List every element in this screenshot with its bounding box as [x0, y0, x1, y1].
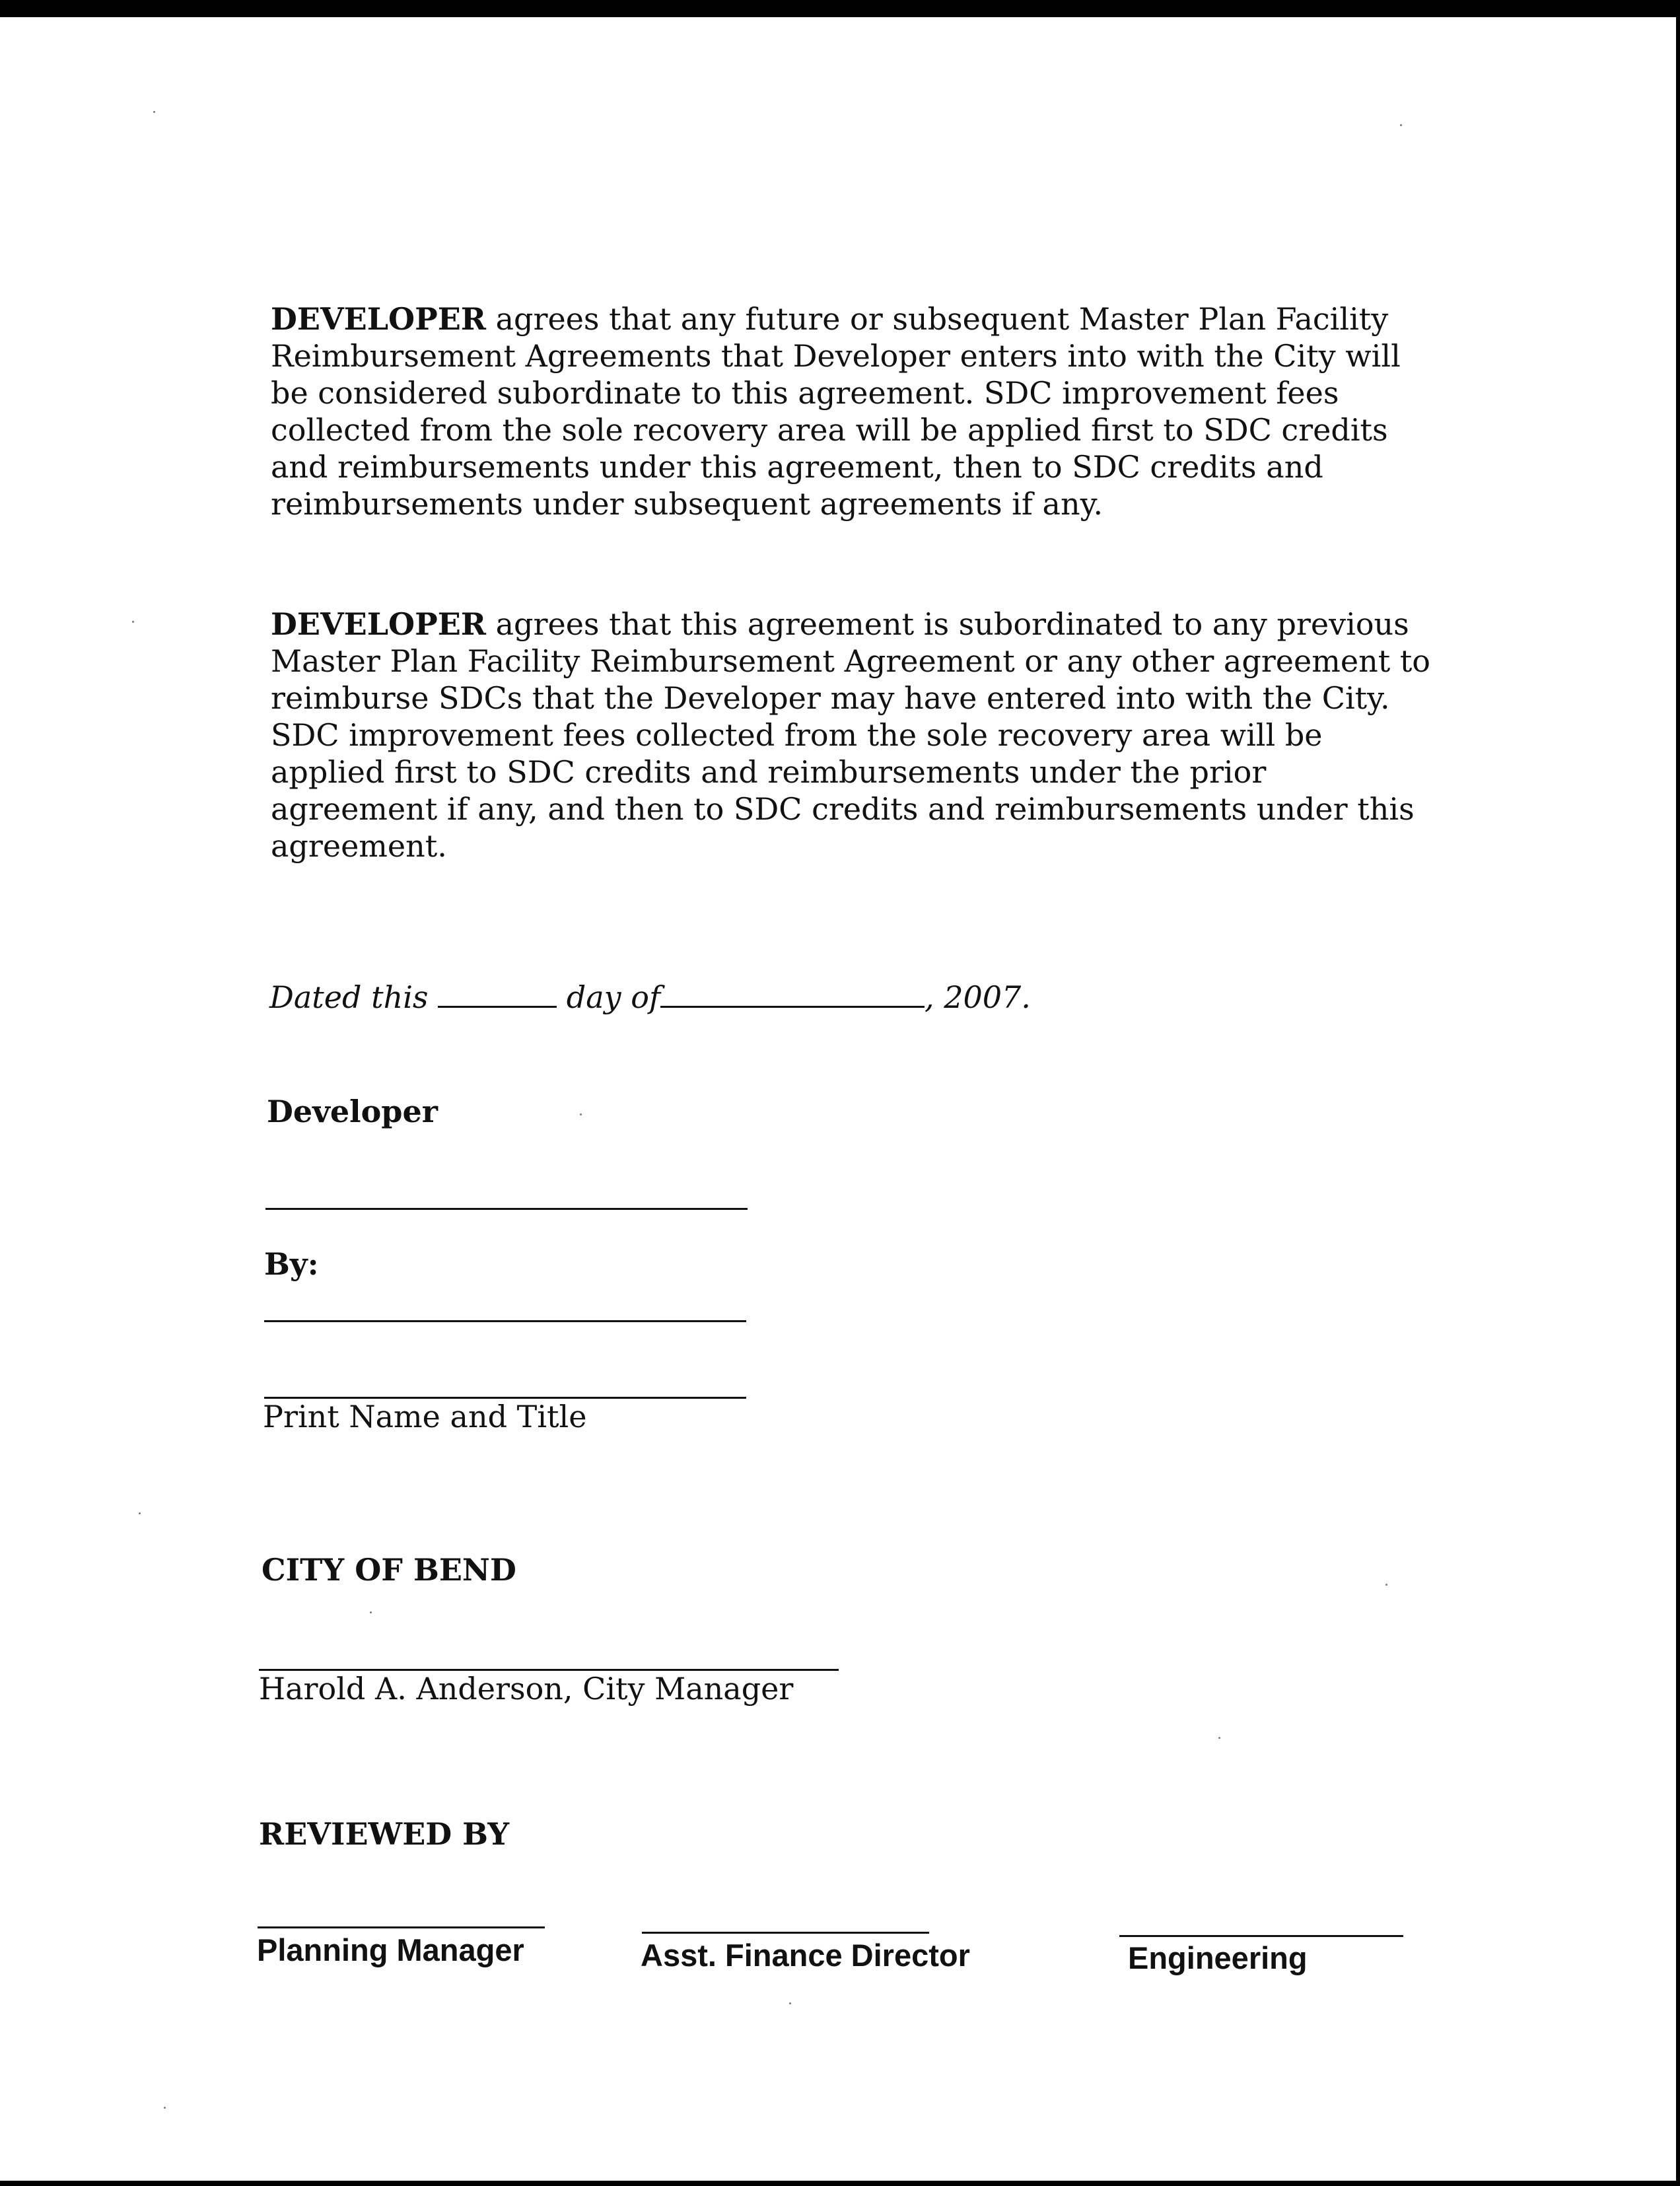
developer-heading: Developer [267, 1094, 438, 1129]
reviewer-planning-manager: Planning Manager [257, 1932, 524, 1967]
subordination-paragraph-future [271, 300, 1433, 522]
scan-bottom-border [0, 2181, 1680, 2186]
city-signatory: Harold A. Anderson, City Manager [259, 1671, 794, 1707]
scan-speck [1400, 124, 1402, 126]
reviewer-engineering: Engineering [1128, 1940, 1308, 1975]
engineering-line[interactable] [1119, 1935, 1403, 1937]
subordination-paragraph-previous [271, 606, 1433, 864]
scan-speck [789, 2002, 791, 2004]
reviewer-finance-director: Asst. Finance Director [641, 1938, 970, 1973]
scan-speck [164, 2107, 166, 2109]
scan-speck [1385, 1584, 1387, 1586]
dated-suffix: , 2007. [924, 979, 1031, 1015]
scan-speck [132, 621, 134, 623]
scan-speck [370, 1611, 372, 1613]
scan-speck [139, 1512, 141, 1514]
scan-speck [153, 111, 155, 113]
by-label: By: [264, 1246, 319, 1282]
paragraph-lead: DEVELOPER [271, 301, 486, 337]
finance-director-line[interactable] [642, 1932, 929, 1934]
scan-speck [580, 1113, 582, 1115]
print-name-label: Print Name and Title [263, 1399, 587, 1434]
paragraph-lead: DEVELOPER [271, 606, 486, 642]
planning-manager-line[interactable] [258, 1926, 545, 1928]
reviewed-by-heading: REVIEWED BY [259, 1816, 510, 1852]
month-blank[interactable] [660, 1005, 925, 1008]
day-blank[interactable] [438, 1005, 557, 1008]
scan-right-border [1676, 0, 1680, 2186]
dated-line [269, 979, 1031, 1015]
paragraph-text: agrees that this agreement is subordinated to any previous Master Plan Facility Reimbursement Agreement or any other agreement to reimburse SDCs that the Developer may have entered into with the City. SDC improvement fees collected from the sole recovery area will be applied first to SDC credits and reimbursements under the prior agreement if any, and then to SDC credits and reimbursements under this agreement. [271, 606, 1430, 864]
city-heading: CITY OF BEND [262, 1552, 516, 1588]
dated-prefix: Dated this [269, 979, 429, 1015]
developer-signature-line[interactable] [265, 1208, 748, 1210]
scan-speck [1218, 1737, 1220, 1739]
by-signature-line[interactable] [264, 1320, 746, 1322]
scan-top-border [0, 0, 1680, 17]
dated-middle: day of [566, 979, 660, 1015]
paragraph-text: agrees that any future or subsequent Master Plan Facility Reimbursement Agreements that Developer enters into with the City will be considered subordinate to this agreement. SDC improvement fees collected from the sole recovery area will be applied first to SDC credits and reimbursements under this agreement, then to SDC credits and reimbursements under subsequent agreements if any. [271, 301, 1401, 522]
